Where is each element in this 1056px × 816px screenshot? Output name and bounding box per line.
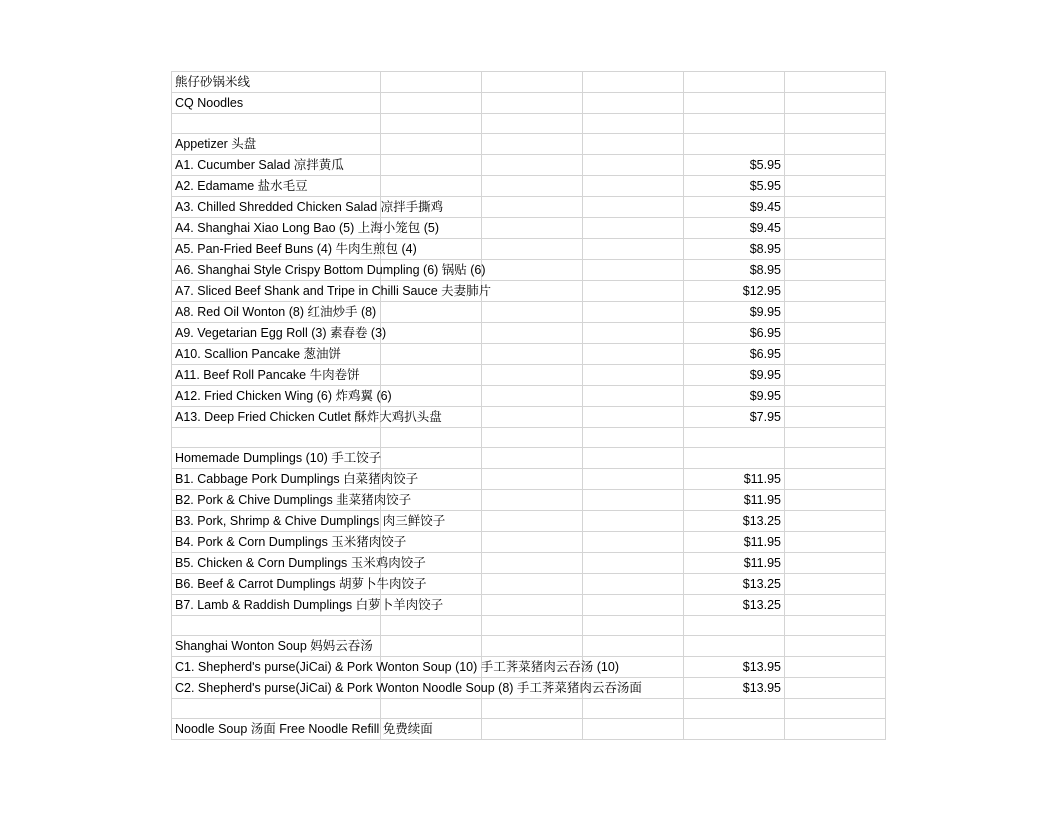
empty-cell[interactable] (381, 134, 482, 155)
item-price-cell[interactable] (684, 72, 785, 93)
item-name-cell[interactable]: Shanghai Wonton Soup 妈妈云吞汤 (172, 636, 381, 657)
item-name-cell[interactable]: B1. Cabbage Pork Dumplings 白菜猪肉饺子 (172, 469, 381, 490)
empty-cell[interactable] (381, 386, 482, 407)
empty-cell[interactable] (482, 239, 583, 260)
item-price-cell[interactable] (684, 114, 785, 134)
item-name-cell[interactable]: A1. Cucumber Salad 凉拌黄瓜 (172, 155, 381, 176)
table-row (172, 72, 886, 93)
empty-cell[interactable] (482, 302, 583, 323)
menu-spreadsheet (171, 71, 886, 740)
empty-cell[interactable] (381, 302, 482, 323)
table-row (172, 407, 886, 428)
table-row (172, 365, 886, 386)
empty-cell[interactable] (785, 114, 886, 134)
empty-cell[interactable] (785, 574, 886, 595)
empty-cell[interactable] (785, 281, 886, 302)
item-price-cell[interactable] (684, 134, 785, 155)
item-name-cell[interactable]: A12. Fried Chicken Wing (6) 炸鸡翼 (6) (172, 386, 381, 407)
empty-cell[interactable] (482, 532, 583, 553)
item-price-cell[interactable]: $11.95 (684, 469, 785, 490)
empty-cell[interactable] (482, 407, 583, 428)
table-row (172, 155, 886, 176)
empty-cell[interactable] (482, 428, 583, 448)
table-row (172, 448, 886, 469)
menu-rows (172, 72, 886, 740)
empty-cell[interactable] (381, 344, 482, 365)
item-price-cell[interactable]: $13.95 (684, 678, 785, 699)
empty-cell[interactable] (381, 155, 482, 176)
empty-cell[interactable] (583, 448, 684, 469)
empty-cell[interactable] (785, 448, 886, 469)
empty-cell[interactable] (381, 323, 482, 344)
empty-cell[interactable] (583, 511, 684, 532)
table-row (172, 616, 886, 636)
item-name-cell[interactable]: CQ Noodles (172, 93, 381, 114)
empty-cell[interactable] (482, 553, 583, 574)
table-row (172, 595, 886, 616)
empty-cell[interactable] (482, 616, 583, 636)
empty-cell[interactable] (583, 365, 684, 386)
empty-cell[interactable] (785, 428, 886, 448)
empty-cell[interactable] (583, 386, 684, 407)
table-row (172, 197, 886, 218)
empty-cell[interactable] (482, 699, 583, 719)
item-price-cell[interactable]: $13.25 (684, 511, 785, 532)
empty-cell[interactable] (583, 407, 684, 428)
empty-cell[interactable] (583, 176, 684, 197)
table-row (172, 114, 886, 134)
item-price-cell[interactable]: $8.95 (684, 260, 785, 281)
empty-cell[interactable] (785, 553, 886, 574)
item-name-cell[interactable] (172, 699, 381, 719)
empty-cell[interactable] (785, 155, 886, 176)
item-name-cell[interactable]: Appetizer 头盘 (172, 134, 381, 155)
item-name-cell[interactable] (172, 616, 381, 636)
empty-cell[interactable] (785, 616, 886, 636)
empty-cell[interactable] (583, 469, 684, 490)
table-row (172, 134, 886, 155)
empty-cell[interactable] (785, 657, 886, 678)
empty-cell[interactable] (785, 344, 886, 365)
table-row (172, 323, 886, 344)
empty-cell[interactable] (482, 719, 583, 740)
item-name-cell[interactable]: A2. Edamame 盐水毛豆 (172, 176, 381, 197)
item-name-cell[interactable]: A8. Red Oil Wonton (8) 红油炒手 (8) (172, 302, 381, 323)
table-row (172, 532, 886, 553)
empty-cell[interactable] (482, 574, 583, 595)
empty-cell[interactable] (482, 595, 583, 616)
table-row (172, 553, 886, 574)
empty-cell[interactable] (583, 553, 684, 574)
item-price-cell[interactable]: $12.95 (684, 281, 785, 302)
table-row (172, 657, 886, 678)
empty-cell[interactable] (583, 344, 684, 365)
item-price-cell[interactable] (684, 636, 785, 657)
item-name-cell[interactable]: B3. Pork, Shrimp & Chive Dumplings 肉三鲜饺子 (172, 511, 381, 532)
item-price-cell[interactable] (684, 448, 785, 469)
empty-cell[interactable] (583, 197, 684, 218)
empty-cell[interactable] (482, 93, 583, 114)
empty-cell[interactable] (785, 678, 886, 699)
item-name-cell[interactable]: A6. Shanghai Style Crispy Bottom Dumpling (6) 锅贴 (6) (172, 260, 381, 281)
item-name-cell[interactable]: B4. Pork & Corn Dumplings 玉米猪肉饺子 (172, 532, 381, 553)
empty-cell[interactable] (381, 365, 482, 386)
empty-cell[interactable] (785, 490, 886, 511)
empty-cell[interactable] (381, 114, 482, 134)
empty-cell[interactable] (482, 490, 583, 511)
item-name-cell[interactable]: A9. Vegetarian Egg Roll (3) 素春卷 (3) (172, 323, 381, 344)
item-name-cell[interactable]: A11. Beef Roll Pancake 牛肉卷饼 (172, 365, 381, 386)
empty-cell[interactable] (785, 365, 886, 386)
empty-cell[interactable] (785, 407, 886, 428)
item-price-cell[interactable]: $13.25 (684, 595, 785, 616)
empty-cell[interactable] (482, 218, 583, 239)
table-row (172, 260, 886, 281)
item-name-cell[interactable]: A4. Shanghai Xiao Long Bao (5) 上海小笼包 (5) (172, 218, 381, 239)
empty-cell[interactable] (785, 134, 886, 155)
item-name-cell[interactable]: Noodle Soup 汤面 Free Noodle Refill 免费续面 (172, 719, 381, 740)
empty-cell[interactable] (381, 616, 482, 636)
empty-cell[interactable] (583, 281, 684, 302)
empty-cell[interactable] (583, 93, 684, 114)
item-name-cell[interactable]: A13. Deep Fried Chicken Cutlet 酥炸大鸡扒头盘 (172, 407, 381, 428)
item-price-cell[interactable]: $9.95 (684, 365, 785, 386)
empty-cell[interactable] (583, 114, 684, 134)
table-row (172, 239, 886, 260)
table-row (172, 281, 886, 302)
table-row (172, 469, 886, 490)
item-price-cell[interactable]: $7.95 (684, 407, 785, 428)
empty-cell[interactable] (583, 719, 684, 740)
item-price-cell[interactable]: $5.95 (684, 176, 785, 197)
empty-cell[interactable] (482, 176, 583, 197)
item-name-cell[interactable]: B7. Lamb & Raddish Dumplings 白萝卜羊肉饺子 (172, 595, 381, 616)
item-name-cell[interactable]: B2. Pork & Chive Dumplings 韭菜猪肉饺子 (172, 490, 381, 511)
empty-cell[interactable] (482, 344, 583, 365)
table-row (172, 344, 886, 365)
empty-cell[interactable] (381, 448, 482, 469)
empty-cell[interactable] (583, 302, 684, 323)
empty-cell[interactable] (785, 72, 886, 93)
item-name-cell[interactable]: Homemade Dumplings (10) 手工饺子 (172, 448, 381, 469)
empty-cell[interactable] (381, 428, 482, 448)
table-row (172, 302, 886, 323)
empty-cell[interactable] (381, 636, 482, 657)
item-name-cell[interactable]: A10. Scallion Pancake 葱油饼 (172, 344, 381, 365)
empty-cell[interactable] (583, 428, 684, 448)
empty-cell[interactable] (381, 176, 482, 197)
empty-cell[interactable] (583, 616, 684, 636)
empty-cell[interactable] (583, 239, 684, 260)
empty-cell[interactable] (785, 719, 886, 740)
empty-cell[interactable] (482, 72, 583, 93)
item-price-cell[interactable]: $11.95 (684, 532, 785, 553)
empty-cell[interactable] (583, 595, 684, 616)
empty-cell[interactable] (482, 365, 583, 386)
empty-cell[interactable] (482, 511, 583, 532)
table-row (172, 176, 886, 197)
table-row (172, 93, 886, 114)
item-name-cell[interactable]: B5. Chicken & Corn Dumplings 玉米鸡肉饺子 (172, 553, 381, 574)
empty-cell[interactable] (785, 302, 886, 323)
item-price-cell[interactable]: $8.95 (684, 239, 785, 260)
empty-cell[interactable] (381, 699, 482, 719)
empty-cell[interactable] (482, 323, 583, 344)
item-price-cell[interactable]: $9.45 (684, 218, 785, 239)
empty-cell[interactable] (482, 636, 583, 657)
empty-cell[interactable] (785, 469, 886, 490)
empty-cell[interactable] (381, 72, 482, 93)
item-price-cell[interactable]: $11.95 (684, 553, 785, 574)
item-name-cell[interactable]: C2. Shepherd's purse(JiCai) & Pork Wonton Noodle Soup (8) 手工荠菜猪肉云吞汤面 (172, 678, 381, 699)
item-name-cell[interactable] (172, 428, 381, 448)
empty-cell[interactable] (583, 218, 684, 239)
empty-cell[interactable] (583, 155, 684, 176)
empty-cell[interactable] (785, 699, 886, 719)
item-price-cell[interactable] (684, 616, 785, 636)
empty-cell[interactable] (785, 595, 886, 616)
empty-cell[interactable] (381, 93, 482, 114)
empty-cell[interactable] (583, 636, 684, 657)
empty-cell[interactable] (482, 469, 583, 490)
empty-cell[interactable] (482, 197, 583, 218)
item-price-cell[interactable] (684, 719, 785, 740)
empty-cell[interactable] (785, 239, 886, 260)
item-name-cell[interactable]: A7. Sliced Beef Shank and Tripe in Chilli Sauce 夫妻肺片 (172, 281, 381, 302)
empty-cell[interactable] (785, 511, 886, 532)
empty-cell[interactable] (785, 260, 886, 281)
empty-cell[interactable] (785, 636, 886, 657)
item-price-cell[interactable] (684, 93, 785, 114)
table-row (172, 636, 886, 657)
item-price-cell[interactable]: $5.95 (684, 155, 785, 176)
item-price-cell[interactable]: $6.95 (684, 323, 785, 344)
empty-cell[interactable] (583, 134, 684, 155)
empty-cell[interactable] (785, 386, 886, 407)
empty-cell[interactable] (583, 532, 684, 553)
table-row (172, 719, 886, 740)
item-price-cell[interactable]: $11.95 (684, 490, 785, 511)
item-price-cell[interactable]: $6.95 (684, 344, 785, 365)
table-row (172, 678, 886, 699)
empty-cell[interactable] (583, 323, 684, 344)
item-price-cell[interactable]: $13.95 (684, 657, 785, 678)
item-price-cell[interactable]: $9.95 (684, 302, 785, 323)
table-row (172, 699, 886, 719)
item-price-cell[interactable]: $9.45 (684, 197, 785, 218)
item-price-cell[interactable]: $13.25 (684, 574, 785, 595)
empty-cell[interactable] (482, 448, 583, 469)
empty-cell[interactable] (583, 490, 684, 511)
table-row (172, 574, 886, 595)
empty-cell[interactable] (583, 260, 684, 281)
table-row (172, 511, 886, 532)
item-name-cell[interactable]: B6. Beef & Carrot Dumplings 胡萝卜牛肉饺子 (172, 574, 381, 595)
item-name-cell[interactable]: A3. Chilled Shredded Chicken Salad 凉拌手撕鸡 (172, 197, 381, 218)
item-name-cell[interactable] (172, 114, 381, 134)
item-price-cell[interactable] (684, 428, 785, 448)
item-name-cell[interactable]: 熊仔砂锅米线 (172, 72, 381, 93)
empty-cell[interactable] (482, 114, 583, 134)
empty-cell[interactable] (785, 176, 886, 197)
item-price-cell[interactable]: $9.95 (684, 386, 785, 407)
empty-cell[interactable] (785, 197, 886, 218)
empty-cell[interactable] (785, 323, 886, 344)
empty-cell[interactable] (583, 699, 684, 719)
empty-cell[interactable] (785, 532, 886, 553)
item-price-cell[interactable] (684, 699, 785, 719)
empty-cell[interactable] (482, 134, 583, 155)
item-name-cell[interactable]: C1. Shepherd's purse(JiCai) & Pork Wonton Soup (10) 手工荠菜猪肉云吞汤 (10) (172, 657, 381, 678)
empty-cell[interactable] (583, 574, 684, 595)
empty-cell[interactable] (583, 72, 684, 93)
empty-cell[interactable] (482, 260, 583, 281)
item-name-cell[interactable]: A5. Pan-Fried Beef Buns (4) 牛肉生煎包 (4) (172, 239, 381, 260)
empty-cell[interactable] (482, 155, 583, 176)
table-row (172, 428, 886, 448)
table-row (172, 218, 886, 239)
empty-cell[interactable] (785, 93, 886, 114)
empty-cell[interactable] (785, 218, 886, 239)
empty-cell[interactable] (482, 281, 583, 302)
table-row (172, 386, 886, 407)
table-row (172, 490, 886, 511)
empty-cell[interactable] (482, 386, 583, 407)
